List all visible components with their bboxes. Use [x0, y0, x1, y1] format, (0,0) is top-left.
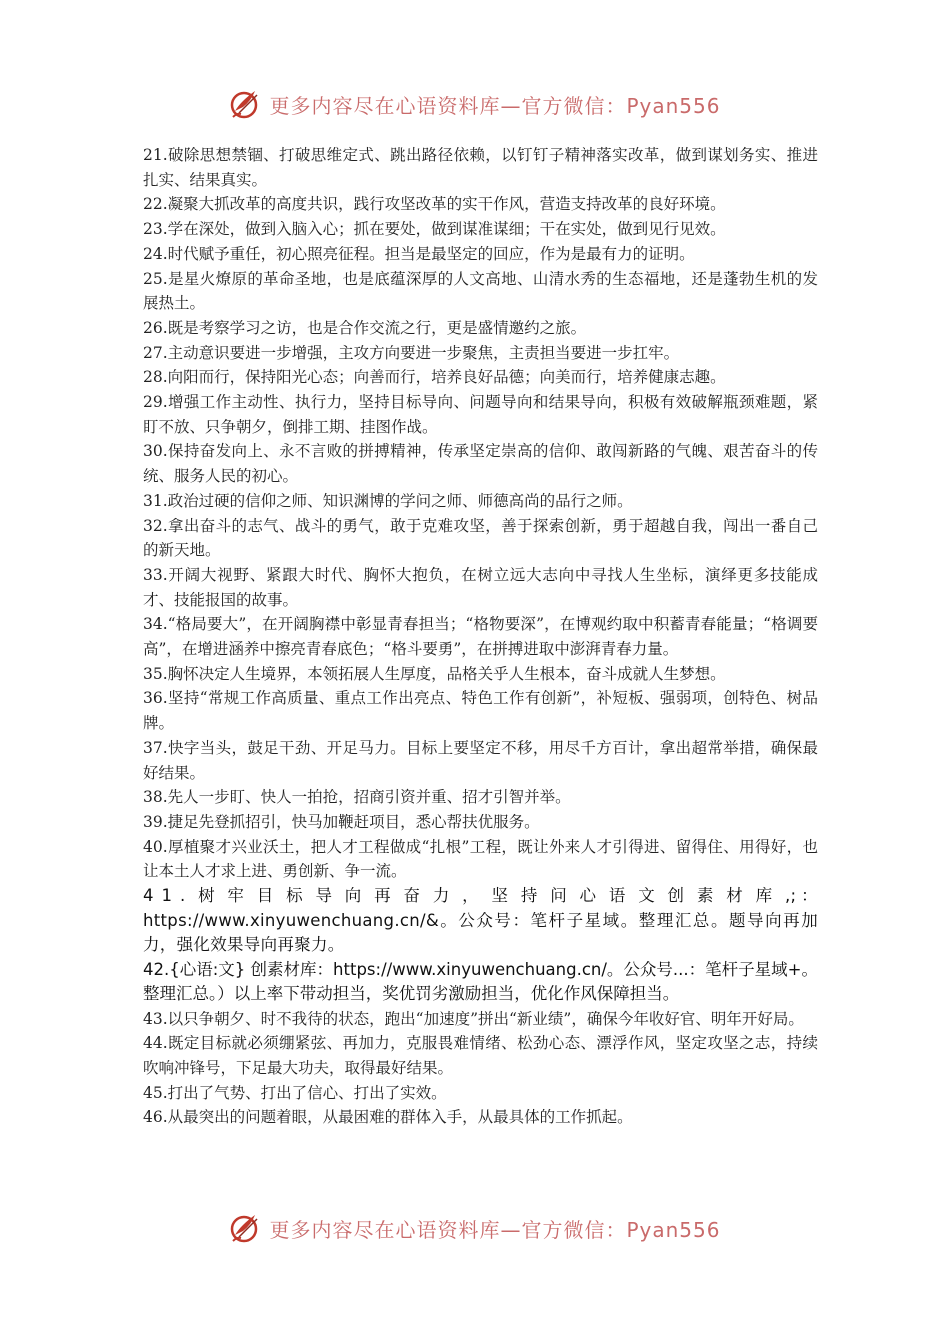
list-item: 43.以只争朝夕、时不我待的状态，跑出“加速度”拼出“新业绩”，确保今年收好官、明年开好局。 — [143, 1009, 804, 1028]
list-item: 23.学在深处，做到入脑入心；抓在要处，做到谋准谋细；干在实处，做到见行见效。 — [143, 220, 726, 239]
list-item: 26.既是考察学习之访，也是合作交流之行，更是盛情邀约之旅。 — [143, 318, 587, 337]
list-item: 25.是星火燎原的革命圣地，也是底蕴深厚的人文高地、山清水秀的生态福地，还是蓬勃生机的发展热土。 — [143, 269, 818, 313]
list-item: 29.增强工作主动性、执行力，坚持目标导向、问题导向和结果导向，积极有效破解瓶颈难题，紧盯不放、只争朝夕，倒排工期、挂图作战。 — [143, 393, 818, 436]
list-item: 40.厚植聚才兴业沃土，把人才工程做成“扎根”工程，既让外来人才引得进、留得住、用得好，也让本土人才求上进、勇创新、争一流。 — [143, 837, 818, 881]
quill-logo-icon — [229, 1211, 263, 1245]
list-item-41-lead: 41.树牢目标导向再奋力，坚持问心语文创素材库 — [143, 886, 785, 906]
footer-banner — [0, 1208, 950, 1248]
list-item: 22.凝聚大抓改革的高度共识，践行攻坚改革的实干作风，营造支持改革的良好环境。 — [143, 195, 726, 214]
list-item: 38.先人一步盯、快人一拍抢，招商引资并重、招才引智并举。 — [143, 788, 571, 807]
list-item: 37.快字当头，鼓足干劲、开足马力。目标上要坚定不移，用尽千方百计，拿出超常举措，确保最好结果。 — [143, 738, 818, 782]
list-item: 33.开阔大视野、紧跟大时代、胸怀大抱负，在树立远大志向中寻找人生坐标，演绎更多技能成才、技能报国的故事。 — [143, 565, 818, 609]
list-item: 46.从最突出的问题着眼，从最困难的群体入手，从最具体的工作抓起。 — [143, 1108, 633, 1127]
quill-logo-icon — [229, 87, 263, 121]
list-item: 24.时代赋予重任，初心照亮征程。担当是最坚定的回应，作为是最有力的证明。 — [143, 244, 695, 263]
document-body — [143, 143, 818, 1130]
list-item: 39.捷足先登抓招引，快马加鞭赶项目，悉心帮扶优服务。 — [143, 812, 540, 831]
list-item: 44.既定目标就必须绷紧弦、再加力，克服畏难情绪、松劲心态、漂浮作风，坚定攻坚之志，持续吹响冲锋号，下足最大功夫，取得最好结果。 — [143, 1034, 818, 1077]
list-item: 27.主动意识要进一步增强，主攻方向要进一步聚焦，主责担当要进一步扛牢。 — [143, 343, 680, 362]
list-item: 28.向阳而行，保持阳光心态；向善而行，培养良好品德；向美而行，培养健康志趣。 — [143, 368, 726, 387]
list-item: 34.“格局要大”，在开阔胸襟中彰显青春担当；“格物要深”，在博观约取中积蓄青春能量；“格调要高”，在增进涵养中擦亮青春底色；“格斗要勇”，在拼搏进取中澎湃青春力量。 — [143, 615, 818, 659]
list-item: 35.胸怀决定人生境界，本领拓展人生厚度，品格关乎人生根本，奋斗成就人生梦想。 — [143, 664, 726, 683]
list-item: 36.坚持“常规工作高质量、重点工作出亮点、特色工作有创新”，补短板、强弱项，创特色、树品牌。 — [143, 689, 818, 733]
list-item: 32.拿出奋斗的志气、战斗的勇气，敢于克难攻坚，善于探索创新，勇于超越自我，闯出一番自己的新天地。 — [143, 516, 818, 560]
list-item: 30.保持奋发向上、永不言败的拼搏精神，传承坚定崇高的信仰、敢闯新路的气魄、艰苦奋斗的传统、服务人民的初心。 — [143, 442, 818, 486]
header-banner — [0, 84, 950, 124]
banner-text: 更多内容尽在心语资料库—官方微信：Pyan556 — [269, 93, 721, 118]
list-item: 31.政治过硬的信仰之师、知识渊博的学问之师、师德高尚的品行之师。 — [143, 491, 633, 510]
banner-text: 更多内容尽在心语资料库—官方微信：Pyan556 — [269, 1217, 721, 1242]
list-item-42: 42.{心语:文} 创素材库：https://www.xinyuwenchuang.cn/。公众号...：笔杆子星域+。整理汇总。）以上率下带动担当，奖优罚劣激励担当，优化作风保障担当。 — [143, 959, 818, 1004]
list-item-41-rest: ,;： https://www.xinyuwenchuang.cn/&。公众号：笔杆子星域。整理汇总。题导向再加力，强化效果导向再聚力。 — [143, 886, 818, 955]
list-item-41 — [143, 884, 818, 958]
list-item: 21.破除思想禁锢、打破思维定式、跳出路径依赖，以钉钉子精神落实改革，做到谋划务实、推进扎实、结果真实。 — [143, 146, 818, 189]
list-item: 45.打出了气势、打出了信心、打出了实效。 — [143, 1083, 447, 1102]
